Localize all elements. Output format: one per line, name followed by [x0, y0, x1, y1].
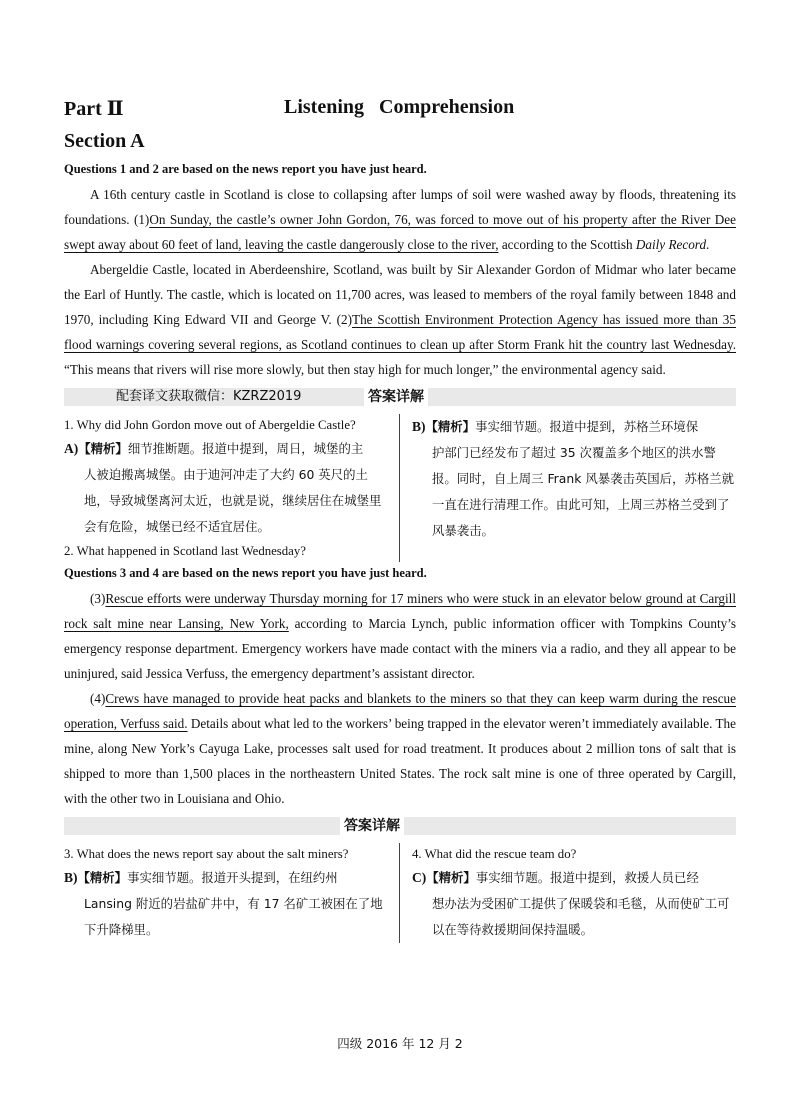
text-run: according to the Scottish — [498, 237, 636, 252]
questions-1-2-heading: Questions 1 and 2 are based on the news report you have just heard. — [64, 162, 427, 176]
text-run: Details about what led to the workers’ being trapped in the elevator weren’t immediately available. The mine, along New York’s Cayuga Lake, processes salt used for road treatment. It produces about 2 million tons of salt that is shipped to more than 1,500 places in the northeastern United States. The rock salt mine is one of three operated by Cargill, with the other two in Louisiana and Ohio. — [64, 716, 736, 806]
news-report-2-paragraph-2 — [64, 686, 736, 811]
text-run: (3) — [90, 591, 106, 606]
news-report-1-paragraph-1 — [64, 182, 736, 257]
text-run: 事实细节题。报道开头提到，在纽约州 — [127, 870, 338, 885]
answer-key: B) — [412, 419, 426, 434]
newspaper-name: Daily Record — [635, 237, 707, 252]
text-run: 细节推断题。报道中提到，周日，城堡的主 — [127, 441, 364, 456]
text-run: . — [706, 237, 710, 252]
question-4: 4. What did the rescue team do? — [412, 847, 577, 861]
analysis-tag: 【精析】 — [426, 870, 476, 885]
answer-column-left — [64, 843, 400, 943]
answer-column-right — [400, 414, 736, 562]
answer-body: Lansing 附近的岩盐矿井中，有 17 名矿工被困在了地下升降梯里。 — [84, 896, 383, 937]
answer-2 — [412, 414, 736, 544]
section-title: Section A — [64, 130, 145, 152]
answer-key: C) — [412, 870, 427, 885]
part-title: Listening Comprehension — [284, 96, 515, 118]
answer-column-left — [64, 414, 400, 562]
text-run: “This means that rivers will rise more slowly, but then stay high for much longer,” the environmental agency said. — [64, 362, 666, 377]
answer-underline-4: Crews have managed to provide heat packs and blankets to the miners so that they can keep warm during the rescue operation, Verfuss said. — [64, 691, 736, 731]
answer-column-right — [400, 843, 736, 943]
text-run: (4) — [90, 691, 106, 706]
analysis-tag: 【精析】 — [78, 441, 128, 456]
questions-3-4-heading: Questions 3 and 4 are based on the news report you have just heard. — [64, 566, 427, 580]
text-run: according to Marcia Lynch, public information officer with Tompkins County’s emergency response department. Emergency workers have made contact with the miners via a radio, and they all appear to be uninjured, said Jessica Verfuss, the emergency department’s assistant director. — [64, 616, 737, 681]
part-header — [64, 96, 736, 128]
text-run: 事实细节题。报道中提到，苏格兰环境保 — [475, 419, 699, 434]
news-report-2-paragraph-1 — [64, 586, 736, 686]
answer-underline-3: Rescue efforts were underway Thursday morning for 17 miners who were stuck in an elevator below ground at Cargill rock salt mine near Lansing, New York, — [64, 591, 736, 631]
analysis-tag: 【精析】 — [425, 419, 476, 434]
answer-explanation-bar-2 — [64, 817, 736, 835]
analysis-tag: 【精析】 — [77, 870, 128, 885]
answer-key: A) — [64, 441, 79, 456]
answers-1-2 — [64, 414, 736, 562]
answers-3-4 — [64, 843, 736, 943]
answer-explanation-bar-1 — [64, 388, 736, 406]
text-run: 事实细节题。报道中提到，救援人员已经 — [475, 870, 699, 885]
answer-body: 人被迫搬离城堡。由于迪河冲走了大约 60 英尺的土地，导致城堡离河太近，也就是说，继续居住在城堡里会有危险，城堡已经不适宜居住。 — [84, 467, 382, 534]
answer-4 — [412, 865, 736, 943]
answer-1 — [64, 436, 389, 540]
question-1: 1. Why did John Gordon move out of Abergeldie Castle? — [64, 418, 356, 432]
answer-body: 想办法为受困矿工提供了保暖袋和毛毯，从而使矿工可以在等待救援期间保持温暖。 — [432, 896, 730, 937]
text-run: A 16th century castle in Scotland is close to collapsing after lumps of soil were washed away by floods, threatening its foundations. (1) — [64, 187, 736, 227]
page-content — [64, 96, 736, 943]
answer-explanation-label: 答案详解 — [364, 388, 428, 406]
question-2: 2. What happened in Scotland last Wednesday? — [64, 544, 306, 558]
answer-underline-1: On Sunday, the castle’s owner John Gordon, 76, was forced to move out of his property after the River Dee swept away about 60 feet of land, leaving the castle dangerously close to the river, — [64, 212, 736, 252]
answer-underline-2: The Scottish Environment Protection Agency has issued more than 35 flood warnings covering several regions, as Scotland continues to clean up after Storm Frank hit the country last Wednesday. — [64, 312, 736, 352]
question-3: 3. What does the news report say about the salt miners? — [64, 847, 349, 861]
news-report-1-paragraph-2 — [64, 257, 736, 382]
answer-key: B) — [64, 870, 78, 885]
answer-body: 护部门已经发布了超过 35 次覆盖多个地区的洪水警报。同时，自上周三 Frank 风暴袭击英国后，苏格兰就一直在进行清理工作。由此可知，上周三苏格兰受到了风暴袭击。 — [432, 445, 735, 538]
text-run: Abergeldie Castle, located in Aberdeenshire, Scotland, was built by Sir Alexander Gordon of Midmar who later became the Earl of Huntly. The castle, which is located on 11,700 acres, was leased to members of the royal family between 1848 and 1970, including King Edward VII and George V. (2) — [64, 262, 736, 327]
answer-3 — [64, 865, 389, 943]
page-footer: 四级 2016 年 12 月 2 — [337, 1036, 463, 1051]
wechat-note: 配套译文获取微信：KZRZ2019 — [116, 389, 302, 404]
part-label: Part Ⅱ — [64, 98, 124, 120]
answer-explanation-label: 答案详解 — [340, 817, 404, 835]
